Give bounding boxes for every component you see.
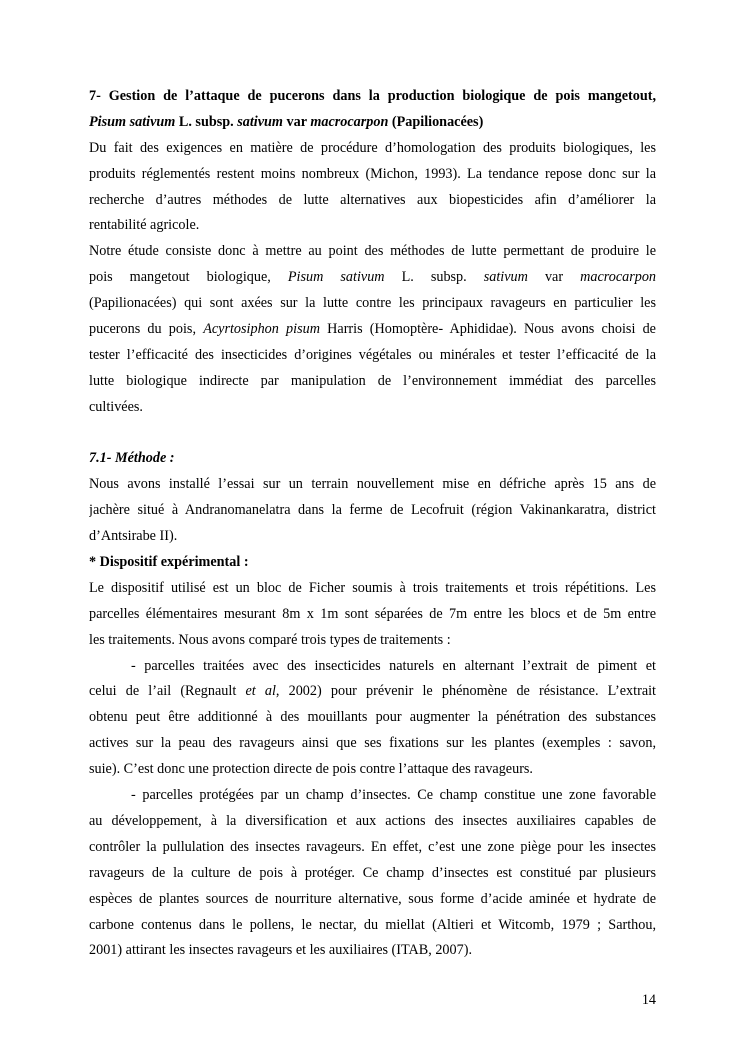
page-number: 14	[641, 992, 656, 1008]
paragraph-line: lutte biologique indirecte par manipulation de l’environnement immédiat des parcelles	[89, 372, 656, 389]
paragraph-line: tester l’efficacité des insecticides d’origines végétales ou minérales et tester l’efficacité de la	[89, 346, 656, 363]
paragraph-line: d’Antsirabe II).	[89, 528, 178, 545]
list-item-line: - parcelles traitées avec des insecticides naturels en alternant l’extrait de piment et	[131, 657, 656, 674]
paragraph-line: parcelles élémentaires mesurant 8m x 1m sont séparées de 7m entre les blocs et de 5m entre	[89, 605, 656, 622]
paragraph-line: actives sur la peau des ravageurs ainsi que ses fixations sur les plantes (exemples : savon,	[89, 735, 656, 752]
paragraph-line: celui de l’ail (Regnault et al, 2002) pour prévenir le phénomène de résistance. L’extrait	[89, 683, 656, 700]
paragraph-line: pucerons du pois, Acyrtosiphon pisum Harris (Homoptère- Aphididae). Nous avons choisi de	[89, 321, 656, 338]
paragraph-line: Notre étude consiste donc à mettre au point des méthodes de lutte permettant de produire le	[89, 243, 656, 260]
paragraph-line: suie). C’est donc une protection directe de pois contre l’attaque des ravageurs.	[89, 761, 533, 778]
paragraph-line: Le dispositif utilisé est un bloc de Ficher soumis à trois traitements et trois répétitions. Les	[89, 579, 656, 596]
paragraph-line: Nous avons installé l’essai sur un terrain nouvellement mise en défriche après 15 ans de	[89, 476, 656, 493]
paragraph-spacer	[89, 421, 656, 447]
paragraph-line: ravageurs de la culture de pois à protéger. Ce champ d’insectes est constitué par plusieurs	[89, 864, 656, 881]
paragraph-line: jachère situé à Andranomanelatra dans la ferme de Lecofruit (région Vakinankaratra, district	[89, 502, 656, 519]
paragraph-line: (Papilionacées) qui sont axées sur la lutte contre les principaux ravageurs en particulier les	[89, 295, 656, 312]
list-item-line: - parcelles protégées par un champ d’insectes. Ce champ constitue une zone favorable	[131, 787, 656, 804]
paragraph-line: les traitements. Nous avons comparé trois types de traitements :	[89, 631, 451, 648]
document-page	[89, 84, 656, 964]
paragraph-line: carbone contenus dans le pollens, le nectar, du miellat (Altieri et Witcomb, 1979 ; Sarthou,	[89, 916, 656, 933]
paragraph-line: produits réglementés restent moins nombreux (Michon, 1993). La tendance repose donc sur la	[89, 165, 656, 182]
paragraph-line: 2001) attirant les insectes ravageurs et les auxiliaires (ITAB, 2007).	[89, 942, 472, 959]
section-heading-line-1: 7- Gestion de l’attaque de pucerons dans la production biologique de pois mangetout,	[89, 88, 656, 104]
paragraph-line: contrôler la pullulation des insectes ravageurs. En effet, c’est une zone piège pour les insectes	[89, 838, 656, 855]
paragraph-line: espèces de plantes sources de nourriture alternative, sous forme d’acide aminée et hydrate de	[89, 890, 656, 907]
paragraph-line: rentabilité agricole.	[89, 217, 200, 234]
subsection-title: 7.1- Méthode :	[89, 450, 175, 467]
paragraph-line: recherche d’autres méthodes de lutte alternatives aux biopesticides afin d’améliorer la	[89, 191, 656, 208]
species-name: Pisum sativum	[89, 113, 176, 130]
dispositif-title: * Dispositif expérimental :	[89, 554, 249, 571]
paragraph-line: pois mangetout biologique, Pisum sativum L. subsp. sativum var macrocarpon	[89, 269, 656, 286]
paragraph-line: Du fait des exigences en matière de procédure d’homologation des produits biologiques, les	[89, 139, 656, 156]
section-heading-line-2: Pisum sativum L. subsp. sativum var macrocarpon (Papilionacées)	[89, 113, 484, 130]
paragraph-line: cultivées.	[89, 398, 143, 415]
paragraph-line: au développement, à la diversification et aux actions des insectes auxiliaires capables de	[89, 812, 656, 829]
paragraph-line: obtenu peut être additionné à des mouillants pour augmenter la pénétration des substances	[89, 709, 656, 726]
